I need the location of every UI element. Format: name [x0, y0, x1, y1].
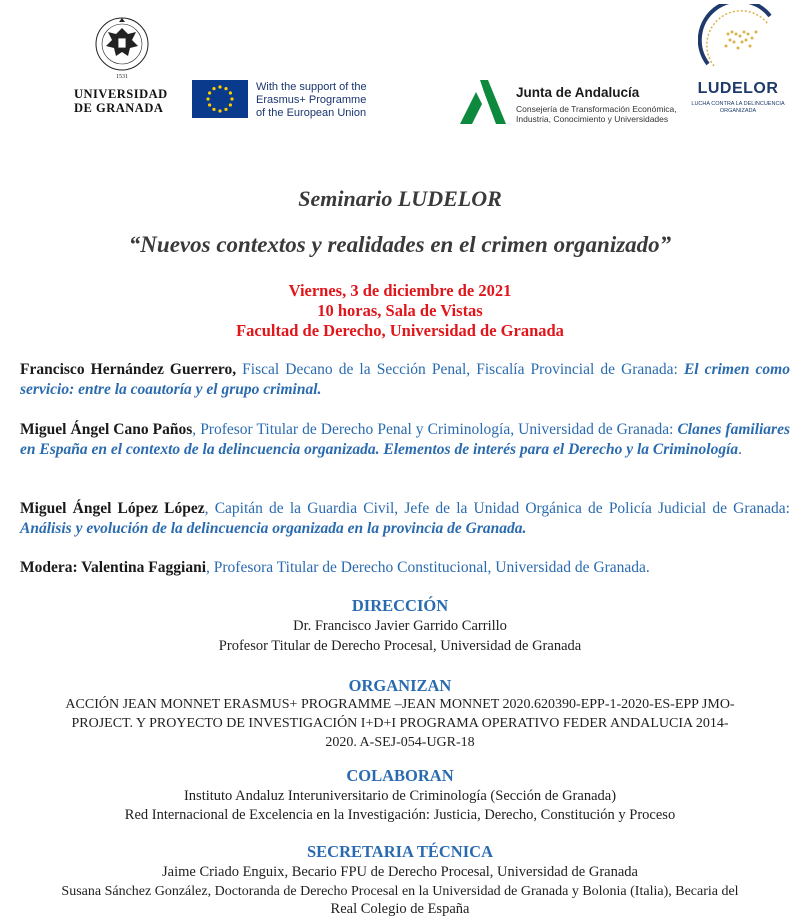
eu-line1: With the support of the	[256, 81, 367, 93]
speaker-2	[20, 420, 790, 460]
seminar-subtitle: “Nuevos contextos y realidades en el crimen organizado”	[128, 232, 672, 257]
speaker-name: Miguel Ángel López López	[20, 500, 205, 517]
speaker-name: Miguel Ángel Cano Paños	[20, 421, 193, 438]
speaker-talk: El crimen como servicio: entre la coautoría y el grupo criminal	[20, 361, 790, 398]
eu-line2: Erasmus+ Programme	[256, 94, 367, 106]
ugr-line2: DE GRANADA	[74, 101, 164, 115]
ugr-crest-icon	[94, 14, 150, 82]
colaboran-heading: COLABORAN	[346, 766, 454, 785]
organizan-line2: PROJECT. Y PROYECTO DE INVESTIGACIÓN I+D+I PROGRAMA OPERATIVO FEDER ANDALUCIA 2014-	[71, 716, 729, 731]
logos-row	[0, 0, 800, 160]
direccion-heading: DIRECCIÓN	[351, 596, 449, 615]
event-info	[0, 281, 800, 341]
junta-name: Junta de Andalucía	[516, 85, 640, 100]
event-venue: Facultad de Derecho, Universidad de Granada	[236, 321, 564, 340]
ludelor-name: LUDELOR	[697, 80, 779, 97]
direccion-line1: Dr. Francisco Javier Garrido Carrillo	[293, 618, 507, 634]
speaker-talk: Análisis y evolución de la delincuencia organizada en la provincia de Granada.	[20, 520, 527, 537]
ugr-line1: UNIVERSIDAD	[74, 87, 168, 101]
moderator-name: Modera: Valentina Faggiani	[20, 559, 207, 576]
eu-flag-icon	[192, 80, 248, 118]
speaker-end: .	[738, 441, 743, 458]
junta-sub1: Consejería de Transformación Económica,	[516, 104, 677, 114]
ugr-logo	[74, 14, 168, 115]
moderator-role: , Profesora Titular de Derecho Constitucional, Universidad de Granada.	[206, 559, 650, 576]
speaker-role: , Profesor Titular de Derecho Penal y Criminología, Universidad de Granada:	[192, 421, 678, 438]
junta-andalucia-icon	[458, 78, 508, 126]
organizan-line1: ACCIÓN JEAN MONNET ERASMUS+ PROGRAMME –JEAN MONNET 2020.620390-EPP-1-2020-ES-EPP JMO-	[65, 697, 735, 712]
speaker-1	[20, 360, 790, 400]
speaker-3	[20, 499, 790, 539]
seminar-title: Seminario LUDELOR	[298, 186, 502, 211]
speaker-end: .	[317, 381, 322, 398]
ludelor-globe-icon	[698, 4, 778, 74]
eu-line3: of the European Union	[256, 107, 367, 119]
speaker-name: Francisco Hernández Guerrero,	[20, 361, 237, 378]
colaboran-line1: Instituto Andaluz Interuniversitario de Criminología (Sección de Granada)	[183, 788, 617, 804]
moderator	[20, 558, 790, 578]
ludelor-sub2: ORGANIZADA	[719, 108, 757, 114]
speaker-role: , Capitán de la Guardia Civil, Jefe de la Unidad Orgánica de Policía Judicial de Granada:	[204, 500, 790, 517]
secretaria-line1: Jaime Criado Enguix, Becario FPU de Derecho Procesal, Universidad de Granada	[162, 864, 638, 880]
junta-logo	[458, 78, 688, 130]
secretaria-line3: Real Colegio de España	[330, 901, 470, 917]
event-time-place: 10 horas, Sala de Vistas	[317, 301, 483, 320]
ludelor-logo	[690, 4, 786, 124]
event-date: Viernes, 3 de diciembre de 2021	[288, 281, 512, 300]
organizan-line3: 2020. A-SEJ-054-UGR-18	[325, 735, 475, 750]
colaboran-line2: Red Internacional de Excelencia en la Investigación: Justicia, Derecho, Constitución y Proceso	[124, 807, 676, 823]
junta-sub2: Industria, Conocimiento y Universidades	[516, 114, 669, 124]
svg-text:1531: 1531	[116, 74, 128, 80]
organizan-heading: ORGANIZAN	[348, 676, 452, 695]
secretaria-line2: Susana Sánchez González, Doctoranda de Derecho Procesal en la Universidad de Granada y Bolonia (Italia), Becaria del	[61, 884, 739, 899]
speaker-role: Fiscal Decano de la Sección Penal, Fiscalía Provincial de Granada:	[236, 361, 684, 378]
speaker-talk: Clanes familiares en España en el contexto de la delincuencia organizada. Elementos de interés para el Derecho y la Criminología	[20, 421, 790, 458]
direccion-line2: Profesor Titular de Derecho Procesal, Universidad de Granada	[218, 638, 582, 654]
secretaria-heading: SECRETARIA TÉCNICA	[307, 842, 493, 861]
ludelor-sub1: LUCHA CONTRA LA DELINCUENCIA	[691, 101, 785, 107]
eu-logo	[192, 80, 392, 120]
